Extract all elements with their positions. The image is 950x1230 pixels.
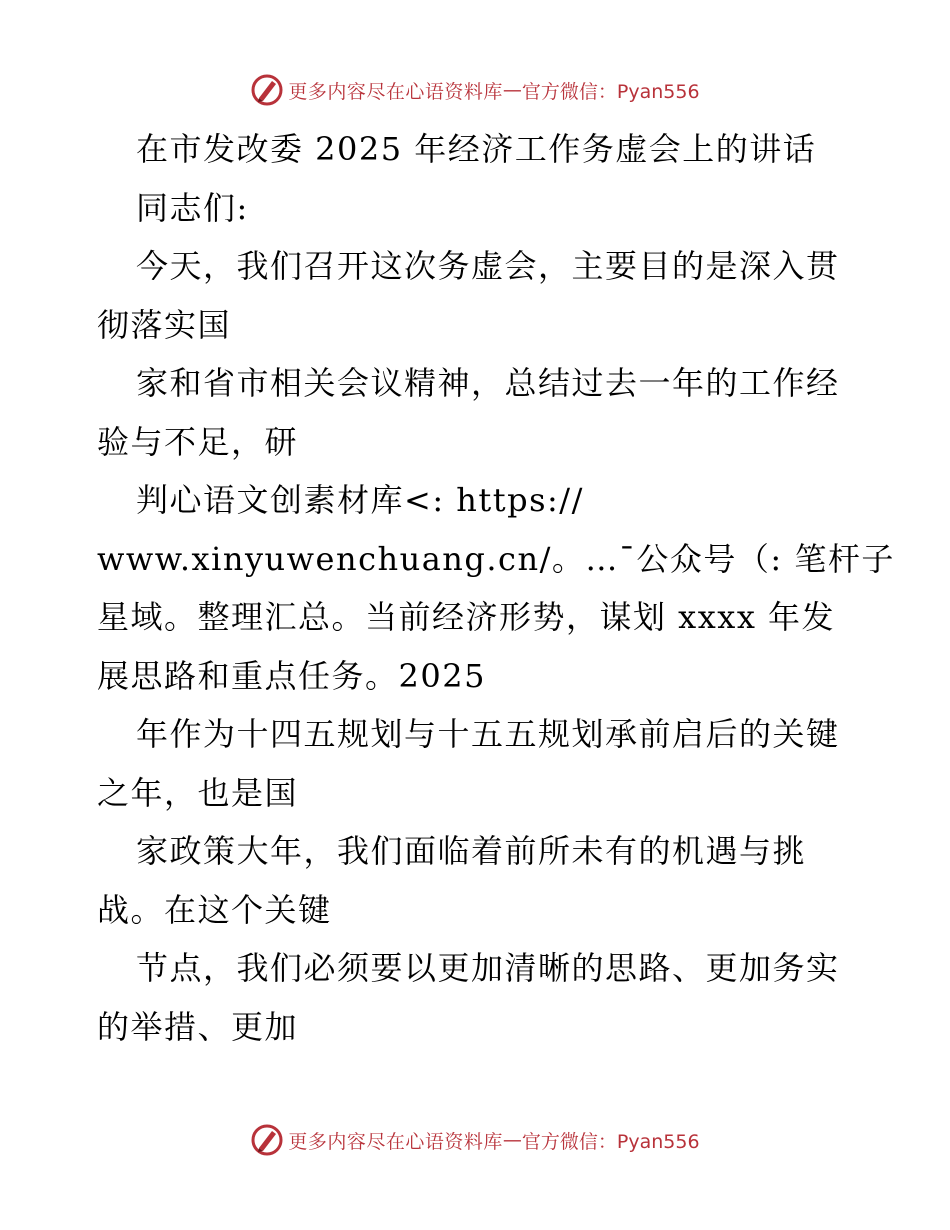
- text-line: 的举措、更加: [97, 1007, 299, 1046]
- text-line: 家政策大年，我们面临着前所未有的机遇与挑: [136, 832, 807, 870]
- text-line: 家和省市相关会议精神，总结过去一年的工作经: [136, 364, 840, 402]
- text-line: 彻落实国: [97, 305, 232, 344]
- text-line: 同志们:: [136, 188, 249, 227]
- banner-separator: —: [502, 79, 522, 101]
- text-line: 节点，我们必须要以更加清晰的思路、更加务实: [136, 949, 840, 987]
- text-line: 战。在这个关键: [97, 890, 332, 929]
- text-line: 今天，我们召开这次务虚会，主要目的是深入贯: [136, 247, 840, 285]
- banner-separator: —: [502, 1129, 522, 1151]
- text-line: 验与不足，研: [97, 422, 299, 461]
- text-line: 之年，也是国: [97, 773, 299, 812]
- header-banner: [0, 70, 950, 110]
- pen-logo-icon: [250, 73, 284, 107]
- pen-logo-icon: [250, 1123, 284, 1157]
- text-line: 展思路和重点任务。2025: [97, 656, 486, 695]
- text-line: 年作为十四五规划与十五五规划承前启后的关键: [136, 715, 840, 753]
- banner-text: 更多内容尽在心语资料库: [288, 80, 503, 103]
- text-line: 星域。整理汇总。当前经济形势，谋划 xxxx 年发: [97, 598, 836, 636]
- document-title: 在市发改委 2025 年经济工作务虚会上的讲话: [136, 130, 817, 168]
- banner-contact: 官方微信：Pyan556: [521, 1130, 700, 1153]
- document-body: [97, 120, 895, 1056]
- text-line: 判心语文创素材库<: https://: [136, 481, 584, 519]
- footer-banner: [0, 1120, 950, 1160]
- banner-contact: 官方微信：Pyan556: [521, 80, 700, 103]
- text-line: www.xinyuwenchuang.cn/。…¯公众号（: 笔杆子: [97, 539, 895, 578]
- banner-text: 更多内容尽在心语资料库: [288, 1130, 503, 1153]
